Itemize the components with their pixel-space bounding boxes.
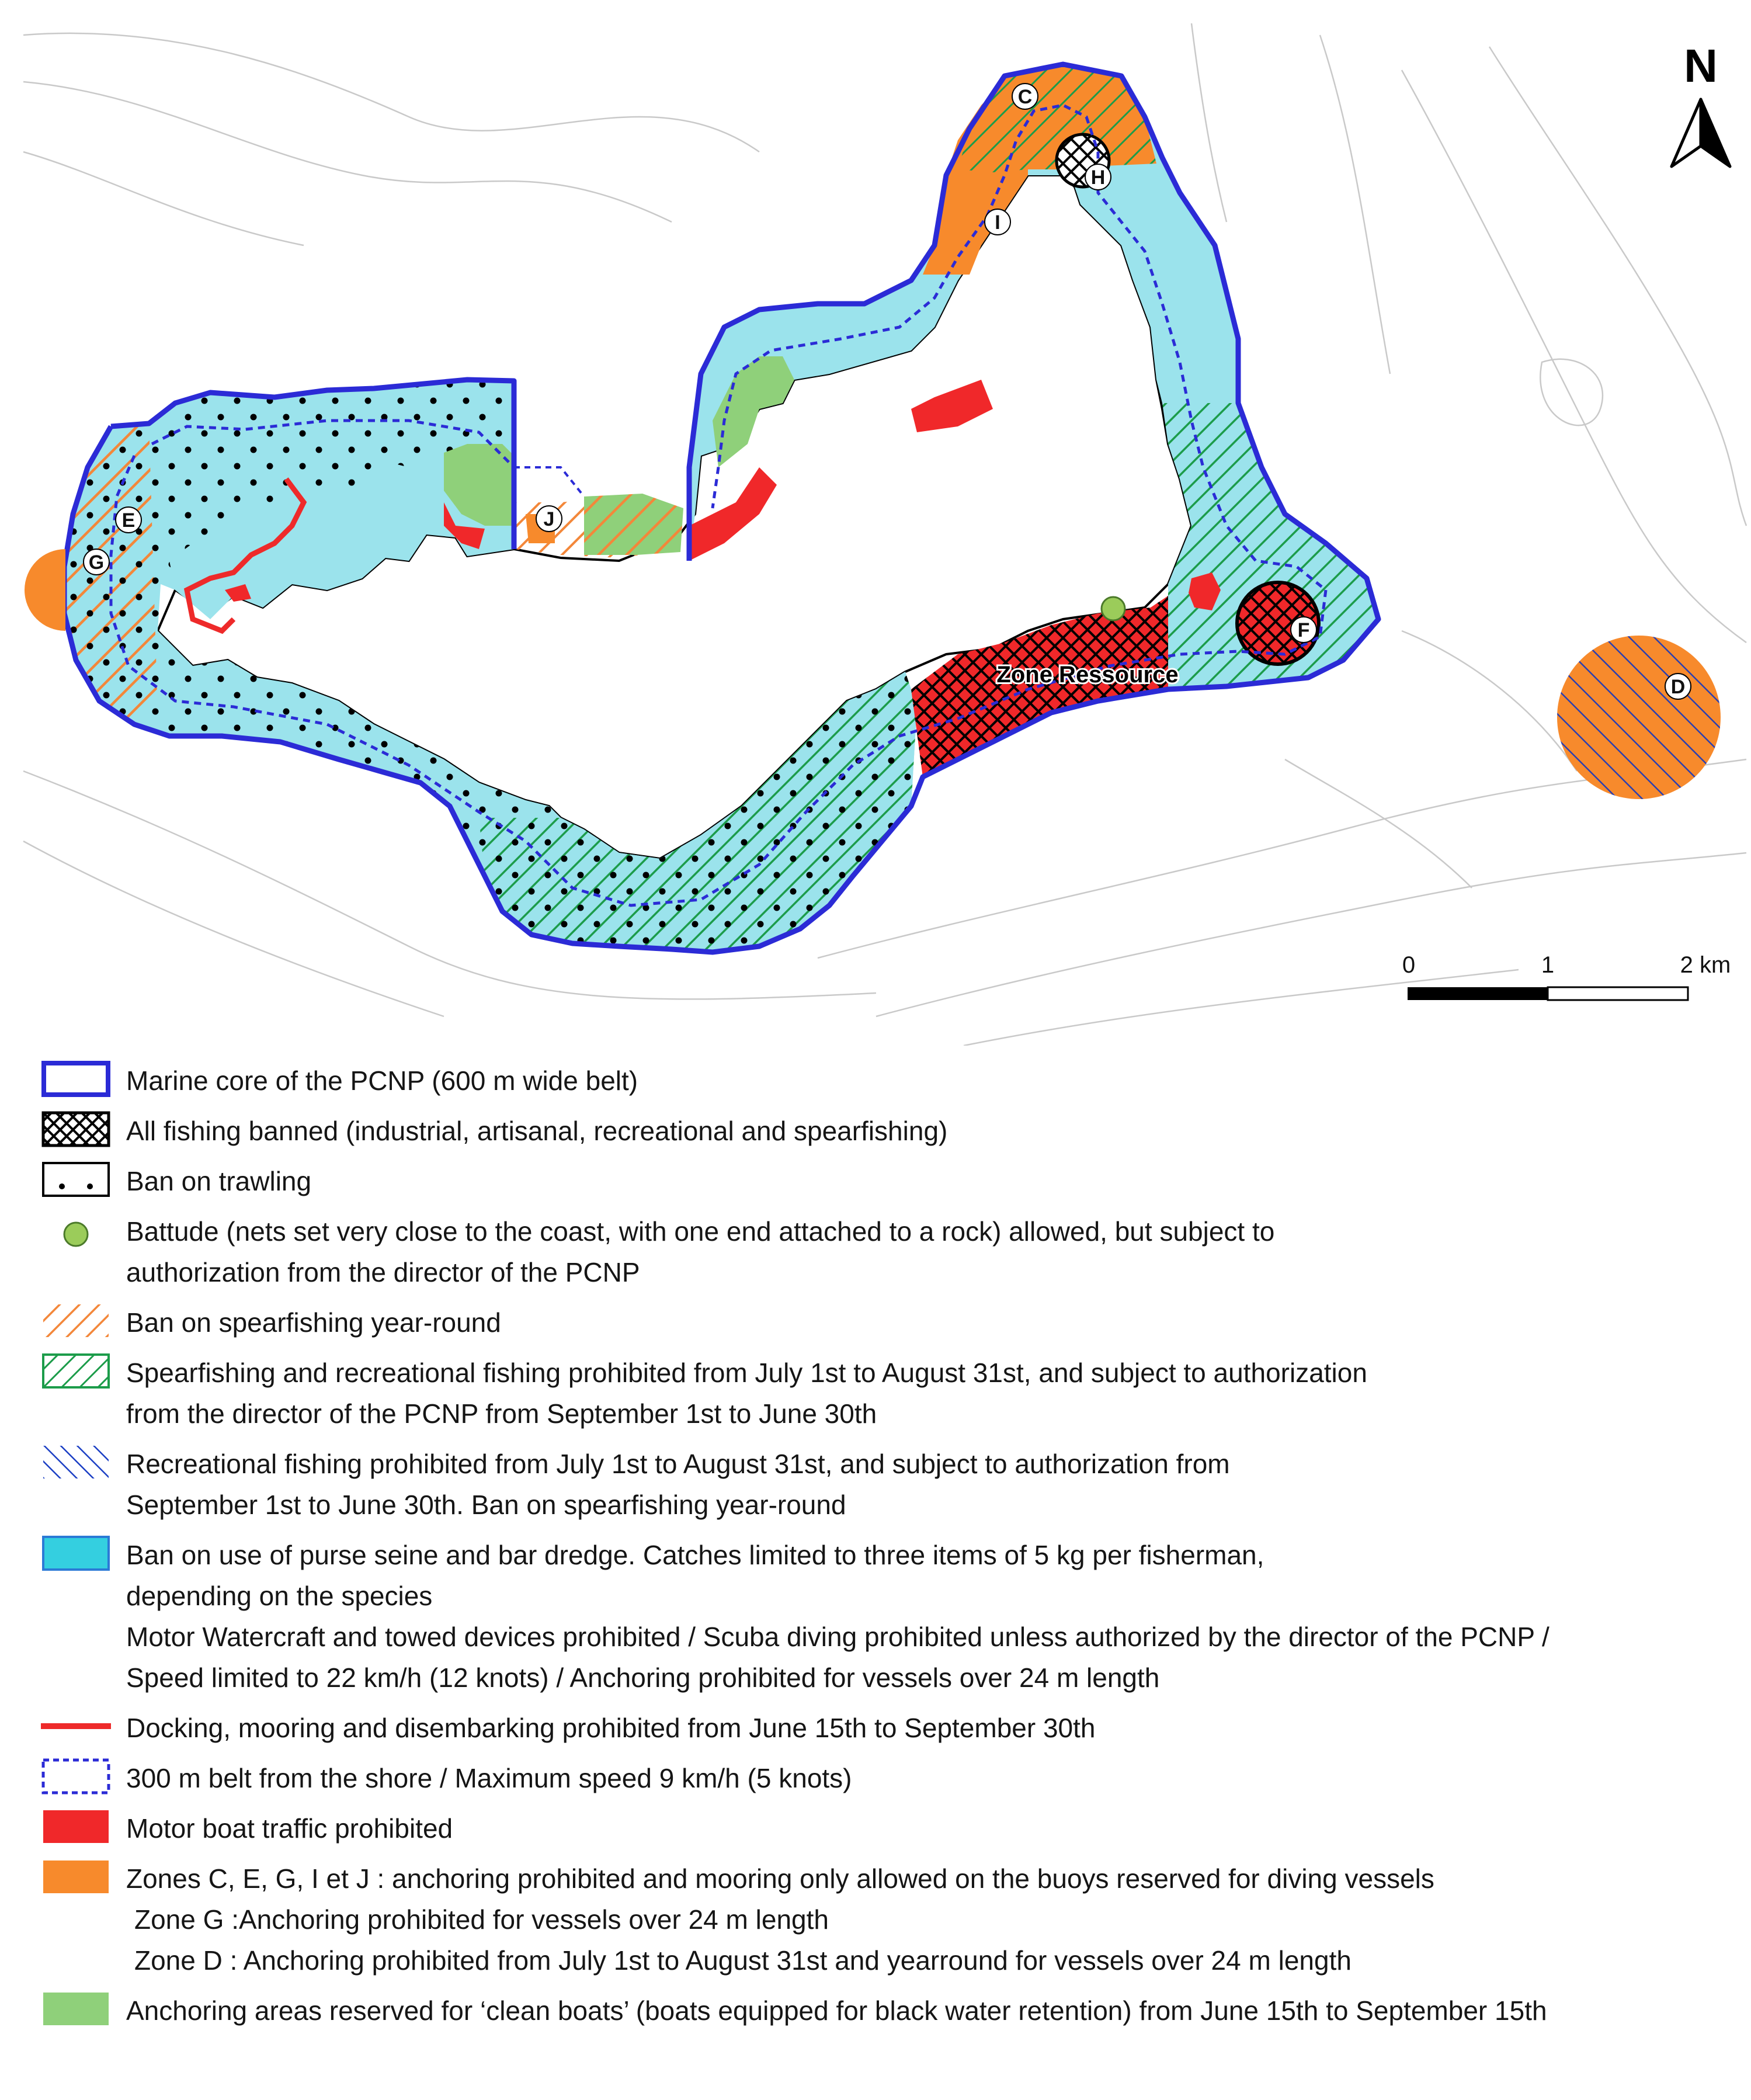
svg-text:C: C (1017, 86, 1033, 108)
green-fill-icon (41, 1990, 111, 2028)
legend-line: Ban on use of purse seine and bar dredge. Catches limited to three items of 5 kg per fisherman, (126, 1540, 1264, 1570)
legend-line: Recreational fishing prohibited from July 1st to August 31st, and subject to authorization from (126, 1449, 1230, 1479)
legend-line: Zones C, E, G, I et J : anchoring prohibited and mooring only allowed on the buoys reserved for diving vessels (126, 1863, 1434, 1894)
legend-text (126, 1808, 453, 1849)
dotted-box-icon (41, 1161, 111, 1198)
legend-text (126, 1211, 1274, 1293)
legend-line: Anchoring areas reserved for ‘clean boats’ (boats equipped for black water retention) from June 15th to September 15th (126, 1995, 1547, 2026)
resource-zone-label: Zone Ressource (996, 662, 1179, 688)
legend-item (41, 1443, 1723, 1525)
orange-hatch-icon (41, 1302, 111, 1339)
north-arrow-left-icon (1672, 99, 1701, 166)
legend-text (126, 1758, 852, 1799)
svg-text:I: I (995, 211, 1000, 234)
map-legend (41, 1060, 1723, 2040)
zone-label-d (1665, 674, 1691, 699)
battude-dot (1102, 597, 1125, 620)
north-arrow-right-icon (1701, 99, 1730, 166)
zone-j-green (584, 494, 683, 555)
legend-line: from the director of the PCNP from September 1st to June 30th (126, 1398, 877, 1429)
legend-line: Zone G :Anchoring prohibited for vessels over 24 m length (134, 1904, 829, 1935)
zone-label-j (536, 506, 562, 532)
legend-item (41, 1858, 1723, 1981)
legend-line: All fishing banned (industrial, artisanal, recreational and spearfishing) (126, 1116, 948, 1146)
legend-item (41, 1352, 1723, 1434)
legend-line: September 1st to June 30th. Ban on spearfishing year-round (126, 1490, 846, 1520)
scale-tick-0: 0 (1402, 952, 1416, 978)
legend-line: Docking, mooring and disembarking prohibited from June 15th to September 30th (126, 1713, 1096, 1743)
legend-text (126, 1352, 1367, 1434)
legend-text (126, 1990, 1547, 2031)
legend-item (41, 1211, 1723, 1293)
north-arrow (1672, 40, 1730, 166)
legend-line: authorization from the director of the PCNP (126, 1257, 640, 1287)
green-hatch-icon (41, 1352, 111, 1390)
scale-tick-1: 1 (1541, 952, 1555, 978)
legend-line: Marine core of the PCNP (600 m wide belt) (126, 1065, 638, 1096)
legend-line: Motor Watercraft and towed devices prohibited / Scuba diving prohibited unless authorized by the director of the PCNP / (126, 1622, 1550, 1652)
legend-text (126, 1443, 1230, 1525)
legend-text (126, 1707, 1096, 1748)
legend-item (41, 1535, 1723, 1698)
scale-tick-2: 2 km (1680, 952, 1731, 978)
crosshatch-black-icon (41, 1110, 111, 1148)
j-dashed (514, 467, 584, 497)
red-line-icon (41, 1707, 111, 1745)
legend-text (126, 1110, 947, 1151)
legend-item (41, 1758, 1723, 1799)
svg-text:E: E (121, 509, 136, 532)
legend-text (126, 1161, 311, 1202)
zone-label-i (985, 209, 1010, 235)
zone-label-h (1085, 164, 1111, 190)
legend-line: Motor boat traffic prohibited (126, 1813, 453, 1844)
legend-item (41, 1161, 1723, 1202)
legend-item (41, 1060, 1723, 1101)
legend-text (126, 1302, 501, 1343)
legend-line: Ban on trawling (126, 1166, 312, 1196)
svg-text:D: D (1670, 676, 1686, 698)
green-dot-icon (41, 1211, 111, 1248)
zone-label-f (1291, 617, 1316, 643)
legend-item (41, 1808, 1723, 1849)
svg-text:G: G (88, 551, 105, 574)
legend-line: depending on the species (126, 1581, 433, 1611)
legend-item (41, 1990, 1723, 2031)
core-outline-icon (41, 1060, 111, 1098)
zone-label-e (116, 507, 141, 533)
park-map (0, 0, 1751, 1046)
svg-text:J: J (543, 508, 555, 530)
zone-d-circle (1557, 636, 1721, 799)
zone-g-half (25, 549, 65, 631)
legend-line: Speed limited to 22 km/h (12 knots) / Anchoring prohibited for vessels over 24 m length (126, 1662, 1160, 1693)
legend-line: Battude (nets set very close to the coast, with one end attached to a rock) allowed, but subject to (126, 1216, 1275, 1247)
svg-text:H: H (1090, 166, 1106, 189)
legend-line: Zone D : Anchoring prohibited from July 1st to August 31st and yearround for vessels over 24 m length (134, 1945, 1352, 1976)
zone-label-c (1012, 84, 1038, 109)
legend-item (41, 1110, 1723, 1151)
orange-fill-icon (41, 1858, 111, 1896)
svg-text:N: N (1684, 40, 1718, 92)
blue-dashed-box-icon (41, 1758, 111, 1795)
legend-line: Ban on spearfishing year-round (126, 1307, 501, 1338)
legend-line: 300 m belt from the shore / Maximum speed 9 km/h (5 knots) (126, 1763, 852, 1793)
zone-label-g (84, 549, 109, 575)
legend-item (41, 1302, 1723, 1343)
legend-line: Spearfishing and recreational fishing prohibited from July 1st to August 31st, and subject to authorization (126, 1358, 1367, 1388)
legend-text (126, 1535, 1550, 1698)
legend-item (41, 1707, 1723, 1748)
legend-text (126, 1858, 1434, 1981)
legend-text (126, 1060, 638, 1101)
red-fill-icon (41, 1808, 111, 1845)
svg-text:F: F (1297, 619, 1310, 641)
blue-hatch-icon (41, 1443, 111, 1481)
scale-bar (1402, 952, 1731, 1000)
cyan-fill-icon (41, 1535, 111, 1572)
